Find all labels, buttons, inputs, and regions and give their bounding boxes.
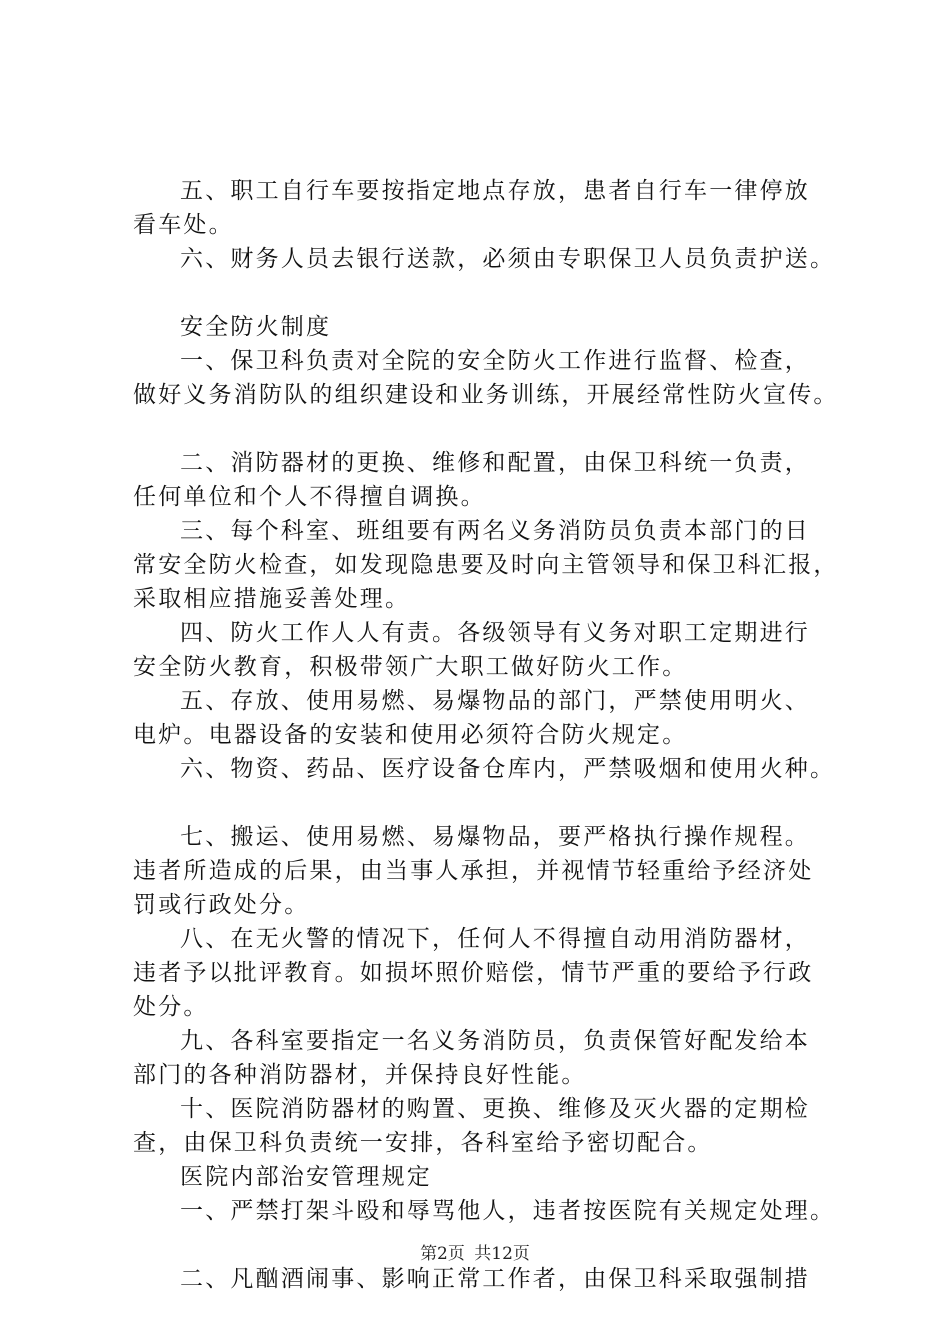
page-total: 共12页 <box>474 1244 530 1264</box>
paragraph-line: 查，由保卫科负责统一安排，各科室给予密切配合。 <box>133 1130 713 1156</box>
paragraph-line: 十、医院消防器材的购置、更换、维修及灭火器的定期检 <box>180 1096 810 1122</box>
page-footer <box>0 1242 950 1266</box>
section-heading: 安全防火制度 <box>180 314 332 340</box>
document-body <box>133 174 845 1296</box>
paragraph-line: 一、严禁打架斗殴和辱骂他人，违者按医院有关规定处理。 <box>180 1198 836 1224</box>
paragraph-line: 安全防火教育，积极带领广大职工做好防火工作。 <box>133 654 688 680</box>
paragraph-line: 六、财务人员去银行送款，必须由专职保卫人员负责护送。 <box>180 246 836 272</box>
paragraph-line: 四、防火工作人人有责。各级领导有义务对职工定期进行 <box>180 620 810 646</box>
paragraph-line: 任何单位和个人不得擅自调换。 <box>133 484 486 510</box>
paragraph-line: 二、消防器材的更换、维修和配置，由保卫科统一负责， <box>180 450 810 476</box>
paragraph-line: 看车处。 <box>133 212 234 238</box>
paragraph-line: 八、在无火警的情况下，任何人不得擅自动用消防器材， <box>180 926 810 952</box>
paragraph-line: 六、物资、药品、医疗设备仓库内，严禁吸烟和使用火种。 <box>180 756 836 782</box>
paragraph-line: 一、保卫科负责对全院的安全防火工作进行监督、检查， <box>180 348 810 374</box>
page-number: 第2页 <box>420 1244 465 1264</box>
paragraph-line: 七、搬运、使用易燃、易爆物品，要严格执行操作规程。 <box>180 824 810 850</box>
paragraph-line: 电炉。电器设备的安装和使用必须符合防火规定。 <box>133 722 688 748</box>
paragraph-line: 采取相应措施妥善处理。 <box>133 586 411 612</box>
paragraph-line: 部门的各种消防器材，并保持良好性能。 <box>133 1062 587 1088</box>
paragraph-line: 九、各科室要指定一名义务消防员，负责保管好配发给本 <box>180 1028 810 1054</box>
blank-line <box>133 412 845 446</box>
blank-line <box>133 786 845 820</box>
paragraph-line: 违者所造成的后果，由当事人承担，并视情节轻重给予经济处 <box>133 858 814 884</box>
section-heading: 医院内部治安管理规定 <box>180 1164 432 1190</box>
paragraph-line: 常安全防火检查，如发现隐患要及时向主管领导和保卫科汇报， <box>133 552 839 578</box>
paragraph-line: 三、每个科室、班组要有两名义务消防员负责本部门的日 <box>180 518 810 544</box>
paragraph-line: 五、存放、使用易燃、易爆物品的部门，严禁使用明火、 <box>180 688 810 714</box>
paragraph-line: 二、凡酗酒闹事、影响正常工作者，由保卫科采取强制措 <box>180 1266 810 1292</box>
paragraph-line: 罚或行政处分。 <box>133 892 310 918</box>
paragraph-line: 违者予以批评教育。如损坏照价赔偿，情节严重的要给予行政 <box>133 960 814 986</box>
paragraph-line: 处分。 <box>133 994 209 1020</box>
blank-line <box>133 276 845 310</box>
paragraph-line: 五、职工自行车要按指定地点存放，患者自行车一律停放 <box>180 178 810 204</box>
paragraph-line: 做好义务消防队的组织建设和业务训练，开展经常性防火宣传。 <box>133 382 839 408</box>
